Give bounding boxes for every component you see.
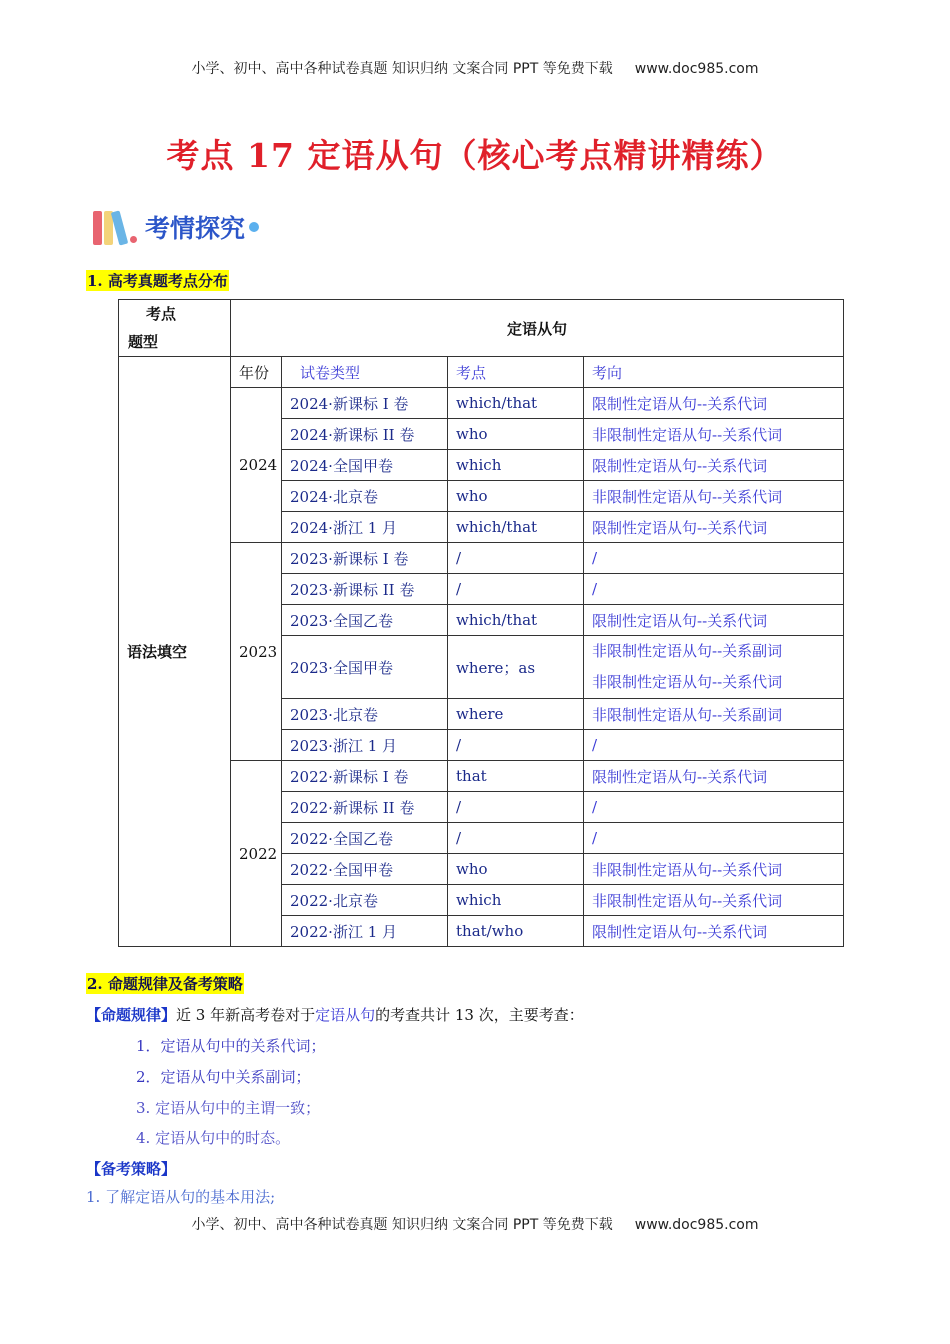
logo-text: 考情探究 [145,214,246,243]
paper-type-cell: 2022·新课标 II 卷 [282,792,448,823]
direction-cell: 限制性定语从句--关系代词 [584,512,844,543]
dot-icon [249,222,259,232]
direction-cell: / [584,823,844,854]
paper-type-cell: 2023·新课标 I 卷 [282,543,448,574]
column-header: 考点 [448,357,584,388]
rule-paragraph: 【命题规律】近 3 年新高考卷对于定语从句的考查共计 13 次，主要考查： [86,1006,584,1024]
main-header: 定语从句 [231,300,844,357]
paper-type-cell: 2022·全国甲卷 [282,854,448,885]
column-header: 试卷类型 [282,357,448,388]
year-cell: 2023 [231,543,282,761]
direction-cell: 限制性定语从句--关系代词 [584,916,844,947]
column-header: 年份 [231,357,282,388]
rule-item: 3. 定语从句中的主谓一致； [136,1099,321,1117]
direction-cell: 限制性定语从句--关系代词 [584,388,844,419]
point-cell: where；as [448,636,584,699]
direction-cell: 限制性定语从句--关系代词 [584,605,844,636]
paper-type-cell: 2024·北京卷 [282,481,448,512]
strategy-label: 【备考策略】 [86,1160,177,1178]
point-cell: / [448,730,584,761]
site-link[interactable]: www.doc985.com [634,1217,759,1233]
paper-type-cell: 2023·全国甲卷 [282,636,448,699]
section-heading-2: 2. 命题规律及备考策略 [87,975,243,993]
paper-type-cell: 2023·浙江 1 月 [282,730,448,761]
direction-cell: / [584,574,844,605]
point-cell: who [448,481,584,512]
point-cell: which [448,450,584,481]
point-cell: who [448,854,584,885]
page-header: 小学、初中、高中各种试卷真题 知识归纳 文案合同 PPT 等免费下载 www.doc985.com [191,61,759,77]
strategy-item: 1. 了解定语从句的基本用法; [86,1188,276,1206]
paper-type-cell: 2022·全国乙卷 [282,823,448,854]
paper-type-cell: 2024·浙江 1 月 [282,512,448,543]
section-logo [93,207,259,247]
year-cell: 2022 [231,761,282,947]
column-header-row [119,357,844,388]
direction-cell: / [584,730,844,761]
paper-type-cell: 2022·浙江 1 月 [282,916,448,947]
column-header: 考向 [584,357,844,388]
type-label: 语法填空 [119,357,231,947]
point-cell: which/that [448,605,584,636]
paper-type-cell: 2024·新课标 I 卷 [282,388,448,419]
point-cell: which/that [448,512,584,543]
point-cell: / [448,823,584,854]
point-cell: / [448,792,584,823]
direction-cell: 非限制性定语从句--关系代词 [584,885,844,916]
corner-top: 考点 [146,305,177,323]
year-cell: 2024 [231,388,282,543]
paper-type-cell: 2022·新课标 I 卷 [282,761,448,792]
table-header-row [119,300,844,357]
direction-cell: 非限制性定语从句--关系代词 [584,419,844,450]
direction-cell: / [584,543,844,574]
rule-item: 1．定语从句中的关系代词； [136,1037,326,1055]
direction-cell: 非限制性定语从句--关系代词 [584,854,844,885]
paper-type-cell: 2022·北京卷 [282,885,448,916]
page-title: 考点 17 定语从句（核心考点精讲精练） [166,136,784,175]
corner-bottom: 题型 [128,333,159,351]
paper-type-cell: 2024·全国甲卷 [282,450,448,481]
direction-cell: 非限制性定语从句--关系副词 非限制性定语从句--关系代词 [584,636,844,699]
point-cell: who [448,419,584,450]
direction-cell: / [584,792,844,823]
point-cell: where [448,699,584,730]
corner-cell [119,300,231,357]
direction-cell: 限制性定语从句--关系代词 [584,450,844,481]
site-link[interactable]: www.doc985.com [634,61,759,77]
dot-icon [130,236,137,243]
page-footer: 小学、初中、高中各种试卷真题 知识归纳 文案合同 PPT 等免费下载 www.doc985.com [191,1217,759,1233]
books-icon [93,209,126,245]
point-cell: which/that [448,388,584,419]
point-cell: that/who [448,916,584,947]
section-heading-1: 1. 高考真题考点分布 [87,272,228,290]
point-cell: / [448,574,584,605]
point-cell: which [448,885,584,916]
paper-type-cell: 2023·新课标 II 卷 [282,574,448,605]
point-cell: / [448,543,584,574]
exam-table [118,299,844,947]
direction-cell: 限制性定语从句--关系代词 [584,761,844,792]
rule-item: 2．定语从句中关系副词； [136,1068,311,1086]
point-cell: that [448,761,584,792]
rule-item: 4. 定语从句中的时态。 [136,1129,291,1147]
direction-cell: 非限制性定语从句--关系副词 [584,699,844,730]
paper-type-cell: 2024·新课标 II 卷 [282,419,448,450]
direction-cell: 非限制性定语从句--关系代词 [584,481,844,512]
paper-type-cell: 2023·全国乙卷 [282,605,448,636]
paper-type-cell: 2023·北京卷 [282,699,448,730]
